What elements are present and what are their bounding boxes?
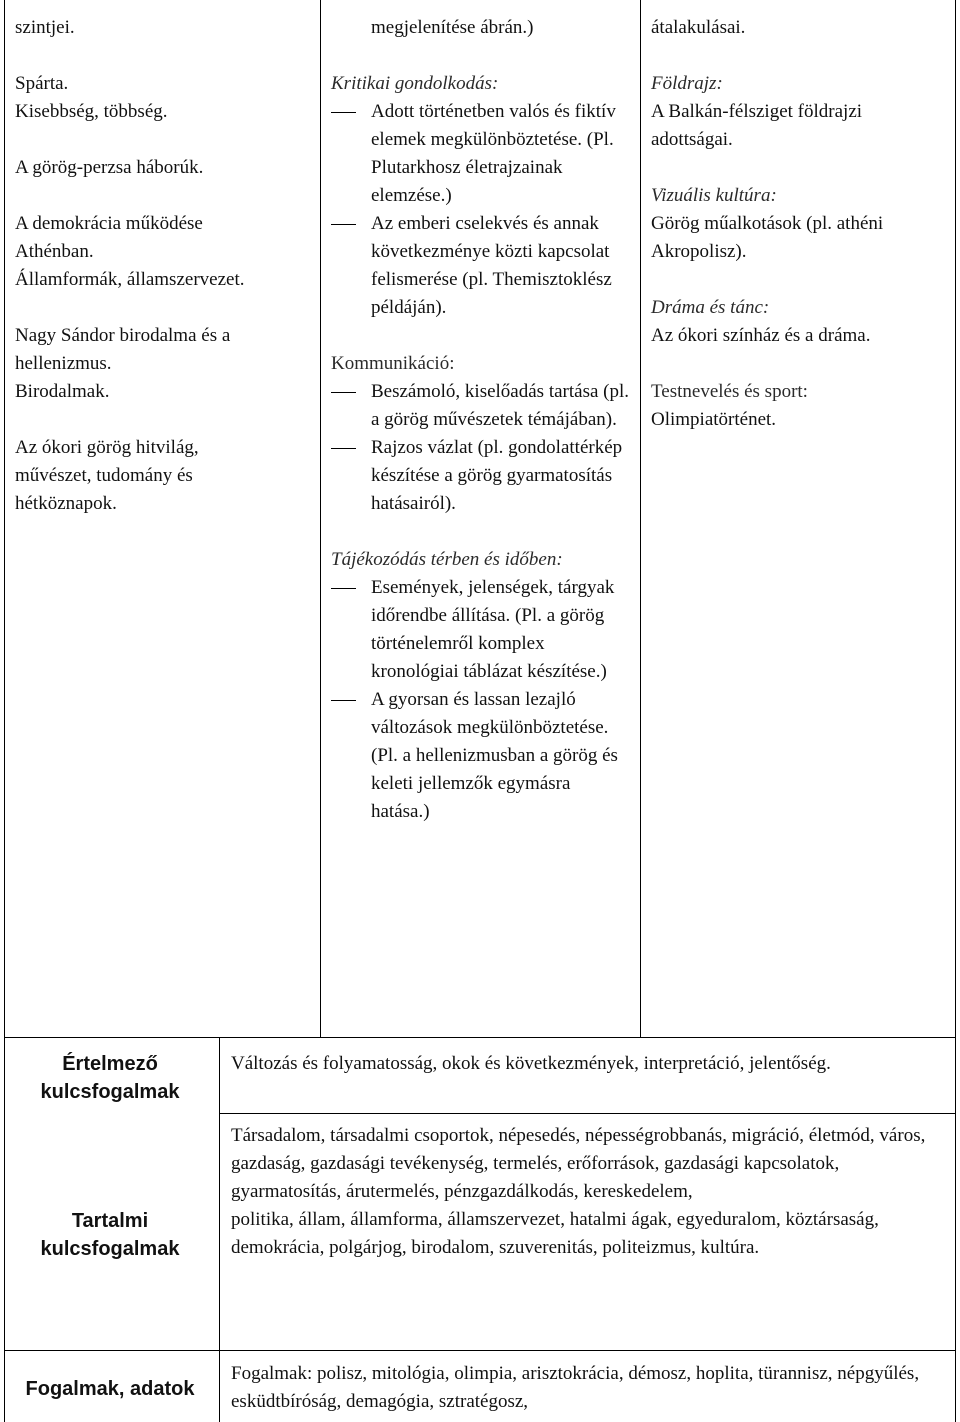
column-topics	[15, 14, 310, 518]
label-tartalmi-kulcsfogalmak: Tartalmi kulcsfogalmak	[40, 1210, 180, 1260]
topic-line: Athénban.	[15, 241, 94, 262]
connection-text: Olimpiatörténet.	[651, 409, 777, 430]
label-fogalmak-adatok: Fogalmak, adatok	[25, 1378, 195, 1400]
topic-line: Spárta.	[15, 73, 69, 94]
label-ertelmezo-kulcsfogalmak: Értelmező kulcsfogalmak	[40, 1053, 180, 1103]
tartalmi-paragraph: gazdaság, gazdasági tevékenység, termelés, erőforrások, gazdasági kapcsolatok, gyarmatosítás, árutermelés, pénzgazdálkodás, kereskedelem,	[231, 1153, 840, 1202]
topic-group	[15, 322, 310, 406]
topic-line: Az ókori görög hitvilág,	[15, 437, 199, 458]
table-border-right	[955, 0, 956, 1422]
topic-line: A demokrácia működése	[15, 213, 203, 234]
skill-list	[331, 98, 631, 322]
column-skills	[331, 14, 631, 826]
connection-text: Az ókori színház és a dráma.	[651, 325, 871, 346]
connection-continued: átalakulásai.	[651, 17, 746, 38]
ertelmezo-kulcsfogalmak-text: Változás és folyamatosság, okok és következmények, interpretáció, jelentőség.	[231, 1053, 831, 1074]
topic-group	[15, 70, 310, 126]
topic-line: művészet, tudomány és	[15, 465, 193, 486]
tartalmi-kulcsfogalmak-text	[231, 1122, 951, 1262]
column-connections	[651, 14, 946, 434]
row-divider-2	[219, 1113, 956, 1114]
skill-item: Adott történetben valós és fiktív elemek megkülönböztetése. (Pl. Plutarkhosz életrajzainak elemzése.)	[331, 98, 631, 210]
topic-line: Nagy Sándor birodalma és a	[15, 325, 231, 346]
topic-group	[15, 434, 310, 518]
skill-item: Rajzos vázlat (pl. gondolattérkép készítése a görög gyarmatosítás hatásairól).	[331, 434, 631, 518]
skill-item: Beszámoló, kiselőadás tartása (pl. a görög művészetek témájában).	[331, 378, 631, 434]
skill-item: A gyorsan és lassan lezajló változások megkülönböztetése. (Pl. a hellenizmusban a görög és keleti jellemzők egymásra hatása.)	[331, 686, 631, 826]
skill-item: Események, jelenségek, tárgyak időrendbe állítása. (Pl. a görög történelemről komplex kronológiai táblázat készítése.)	[331, 574, 631, 686]
row-divider-3	[4, 1350, 956, 1351]
skill-list	[331, 574, 631, 826]
topic-continued: szintjei.	[15, 17, 75, 38]
skill-heading: Tájékozódás térben és időben:	[331, 549, 563, 570]
connection-heading: Vizuális kultúra:	[651, 185, 777, 206]
connection-heading: Földrajz:	[651, 73, 723, 94]
skill-continued: megjelenítése ábrán.)	[371, 17, 534, 38]
connection-heading: Testnevelés és sport:	[651, 381, 808, 402]
skill-item: Az emberi cselekvés és annak következménye közti kapcsolat felismerése (pl. Themisztoklész példáján).	[331, 210, 631, 322]
topic-group	[15, 154, 310, 182]
topic-group	[15, 210, 310, 294]
connection-text: Görög műalkotások (pl. athéni Akropolisz).	[651, 213, 884, 262]
skill-heading: Kommunikáció:	[331, 353, 455, 374]
topic-line: Birodalmak.	[15, 381, 110, 402]
topic-line: hellenizmus.	[15, 353, 112, 374]
topic-line: Államformák, államszervezet.	[15, 269, 245, 290]
connection-text: A Balkán-félsziget földrajzi adottságai.	[651, 101, 863, 150]
skill-list	[331, 378, 631, 518]
tartalmi-paragraph: Társadalom, társadalmi csoportok, népesedés, népességrobbanás, migráció, életmód, város,	[231, 1125, 926, 1146]
tartalmi-paragraph: politika, állam, államforma, államszervezet, hatalmi ágak, egyeduralom, köztársaság, demokrácia, polgárjog, birodalom, szuverenitás, politeizmus, kultúra.	[231, 1209, 879, 1258]
skill-heading: Kritikai gondolkodás:	[331, 73, 499, 94]
topic-line: hétköznapok.	[15, 493, 117, 514]
connection-heading: Dráma és tánc:	[651, 297, 770, 318]
row-divider-1	[4, 1037, 956, 1038]
fogalmak-adatok-text: Fogalmak: polisz, mitológia, olimpia, arisztokrácia, démosz, hoplita, türannisz, népgyűlés, esküdtbíróság, demagógia, sztratégosz,	[231, 1363, 920, 1412]
column-divider-2	[640, 0, 641, 1037]
topic-line: Kisebbség, többség.	[15, 101, 168, 122]
column-divider-1	[320, 0, 321, 1037]
topic-line: A görög-perzsa háborúk.	[15, 157, 204, 178]
